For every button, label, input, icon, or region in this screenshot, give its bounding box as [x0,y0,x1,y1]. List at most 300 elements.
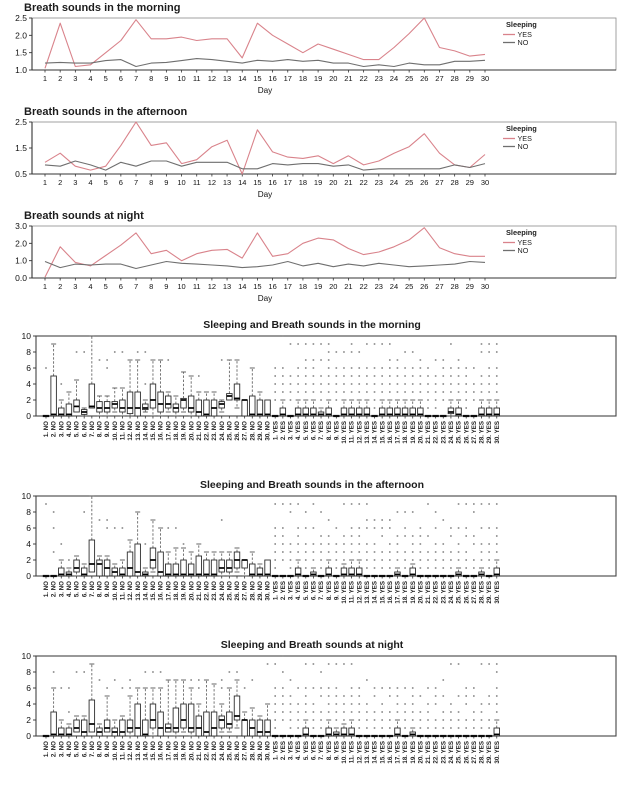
x-category-label: 14. YES [371,581,379,604]
outlier-dot [320,399,322,401]
outlier-dot [496,343,498,345]
x-category-label: 19. NO [180,581,188,601]
outlier-dot [297,543,299,545]
outlier-dot [481,719,483,721]
series-line-no [45,161,485,170]
iqr-box [196,716,202,736]
box-whisker [410,687,416,736]
flat-median [471,415,477,417]
outlier-dot [129,679,131,681]
outlier-dot [358,551,360,553]
outlier-dot [305,567,307,569]
x-tick-label: 21 [344,74,353,83]
x-tick-label: 21 [344,282,353,291]
outlier-dot [328,343,330,345]
outlier-dot [412,383,414,385]
iqr-box [181,704,187,728]
outlier-dot [389,391,391,393]
outlier-dot [420,383,422,385]
box-whisker [455,663,461,737]
outlier-dot [313,367,315,369]
outlier-dot [435,375,437,377]
outlier-dot [427,535,429,537]
outlier-dot [183,543,185,545]
x-tick-label: 23 [374,74,383,83]
flat-median [287,415,293,417]
y-tick-label: 4 [26,699,31,709]
flat-median [425,415,431,417]
x-category-label: 4. YES [295,581,303,601]
outlier-dot [320,511,322,513]
outlier-dot [488,719,490,721]
outlier-dot [343,535,345,537]
box-whisker [143,543,149,576]
outlier-dot [496,391,498,393]
box-whisker [432,359,438,417]
outlier-dot [389,551,391,553]
box-whisker [43,367,49,417]
outlier-dot [442,367,444,369]
outlier-dot [442,543,444,545]
outlier-dot [458,375,460,377]
x-category-label: 15. YES [379,581,387,604]
outlier-dot [282,375,284,377]
x-tick-label: 19 [313,74,323,83]
outlier-dot [450,663,452,665]
x-category-label: 24. NO [218,581,226,601]
flat-median [425,575,431,577]
outlier-dot [358,375,360,377]
x-category-label: 7. NO [88,581,96,598]
outlier-dot [114,527,116,529]
outlier-dot [336,367,338,369]
outlier-dot [397,687,399,689]
line-plot-breath-night [0,223,624,311]
outlier-dot [351,367,353,369]
outlier-dot [290,567,292,569]
x-category-label: 29. YES [486,421,494,444]
x-tick-label: 4 [88,282,93,291]
outlier-dot [305,527,307,529]
outlier-dot [290,375,292,377]
box-whisker [265,400,271,416]
outlier-dot [404,391,406,393]
outlier-dot [282,695,284,697]
outlier-dot [320,695,322,697]
y-tick-label: 8 [26,507,31,517]
outlier-dot [427,551,429,553]
outlier-dot [374,375,376,377]
outlier-dot [427,567,429,569]
outlier-dot [450,719,452,721]
chart-title-box-afternoon: Sleeping and Breath sounds in the afternoon [199,479,425,491]
x-category-label: 3. YES [287,581,295,601]
outlier-dot [374,399,376,401]
outlier-dot [435,383,437,385]
outlier-dot [397,375,399,377]
iqr-box [158,392,164,412]
outlier-dot [481,711,483,713]
x-tick-label: 4 [88,178,93,187]
x-tick-label: 29 [465,74,474,83]
outlier-dot [336,543,338,545]
outlier-dot [343,695,345,697]
outlier-dot [420,391,422,393]
outlier-dot [198,687,200,689]
legend-label-no: NO [517,38,529,48]
outlier-dot [68,687,70,689]
outlier-dot [488,727,490,729]
box-whisker [66,392,72,416]
outlier-dot [481,391,483,393]
outlier-dot [481,543,483,545]
outlier-dot [412,375,414,377]
x-category-label: 1. YES [272,421,280,441]
outlier-dot [404,567,406,569]
outlier-dot [442,711,444,713]
outlier-dot [328,535,330,537]
outlier-dot [435,719,437,721]
y-tick-label: 1.0 [15,65,27,75]
x-category-label: 15. NO [150,581,158,601]
outlier-dot [358,527,360,529]
x-category-label: 8. YES [325,581,333,601]
flat-median [463,735,469,737]
outlier-dot [83,671,85,673]
box-whisker [456,359,462,416]
outlier-dot [465,695,467,697]
box-whisker [135,688,141,736]
x-tick-label: 18 [298,74,308,83]
x-tick-label: 22 [359,74,368,83]
outlier-dot [473,535,475,537]
box-whisker [204,392,210,416]
x-category-label: 19. YES [409,421,417,444]
outlier-dot [366,375,368,377]
x-category-label: 5. NO [73,421,81,438]
outlier-dot [290,391,292,393]
outlier-dot [435,551,437,553]
outlier-dot [473,711,475,713]
x-category-label: 20. YES [417,421,425,444]
outlier-dot [336,559,338,561]
box-whisker [165,359,171,412]
outlier-dot [488,391,490,393]
box-whisker [97,519,103,576]
outlier-dot [420,543,422,545]
outlier-dot [481,727,483,729]
flat-median [379,575,385,577]
x-category-label: 11. YES [348,581,356,604]
flat-median [417,735,423,737]
outlier-dot [320,343,322,345]
box-whisker [379,343,385,416]
x-category-label: 29. YES [486,741,494,764]
outlier-dot [313,343,315,345]
outlier-dot [366,503,368,505]
x-category-label: 17. NO [165,741,173,761]
outlier-dot [404,351,406,353]
iqr-box [89,540,95,572]
outlier-dot [336,567,338,569]
outlier-dot [313,559,315,561]
x-category-label: 28. NO [249,421,257,441]
box-whisker [265,663,271,736]
box-whisker [272,663,278,737]
box-whisker [410,511,416,576]
x-tick-label: 1 [42,74,48,83]
outlier-dot [274,375,276,377]
x-category-label: 22. YES [432,581,440,604]
outlier-dot [297,703,299,705]
x-category-label: 17. NO [165,581,173,601]
x-tick-label: 30 [480,282,490,291]
outlier-dot [435,559,437,561]
outlier-dot [358,719,360,721]
x-category-label: 23. NO [211,421,219,441]
outlier-dot [53,511,55,513]
x-category-label: 12. YES [356,421,364,444]
box-whisker [478,663,484,737]
x-category-label: 19. NO [180,421,188,441]
x-category-label: 29. NO [257,741,264,761]
x-category-label: 5. NO [73,741,81,758]
box-whisker [303,511,309,577]
outlier-dot [473,543,475,545]
iqr-box [242,560,248,568]
outlier-dot [465,391,467,393]
outlier-dot [236,671,238,673]
x-category-label: 21. NO [195,741,203,761]
outlier-dot [420,527,422,529]
outlier-dot [366,567,368,569]
y-tick-label: 2.5 [15,15,27,23]
x-tick-label: 20 [329,282,338,291]
outlier-dot [412,351,414,353]
box-whisker [219,359,225,412]
x-tick-label: 6 [118,282,123,291]
outlier-dot [274,559,276,561]
outlier-dot [389,559,391,561]
x-category-label: 10. YES [341,741,349,764]
outlier-dot [465,727,467,729]
flat-median [50,575,56,577]
box-whisker [379,519,385,577]
plot-frame [36,496,616,576]
x-category-label: 30. NO [264,741,272,761]
box-whisker [43,503,49,577]
outlier-dot [274,695,276,697]
box-whisker [188,679,194,736]
box-whisker [242,687,248,736]
flat-median [43,575,49,577]
y-tick-label: 4 [26,539,31,549]
flat-median [272,735,278,737]
outlier-dot [313,711,315,713]
box-whisker [425,367,431,417]
x-category-label: 6. YES [310,741,318,761]
x-tick-label: 8 [149,74,154,83]
flat-median [43,415,49,417]
outlier-dot [488,663,490,665]
outlier-dot [290,503,292,505]
outlier-dot [420,551,422,553]
box-whisker [158,671,164,736]
outlier-dot [381,559,383,561]
box-whisker [395,687,401,736]
x-category-label: 18. NO [173,741,180,761]
box-whisker [196,544,202,576]
y-tick-label: 6 [26,523,31,533]
box-whisker [165,527,171,576]
outlier-dot [145,671,147,673]
box-whisker [280,655,286,737]
x-tick-label: 9 [164,282,169,291]
outlier-dot [488,375,490,377]
box-whisker [364,679,370,737]
x-category-label: 26. NO [234,421,242,441]
outlier-dot [488,527,490,529]
box-whisker [234,548,240,572]
legend [503,228,537,255]
box-whisker [127,360,133,416]
x-tick-label: 16 [268,74,277,83]
outlier-dot [389,719,391,721]
flat-median [455,735,461,737]
x-category-label: 17. YES [394,741,402,764]
box-whisker [349,663,355,736]
box-whisker [173,396,179,416]
outlier-dot [328,375,330,377]
x-category-label: 4. NO [66,421,73,438]
outlier-dot [488,551,490,553]
box-whisker [310,663,316,737]
x-category-label: 18. YES [402,741,410,764]
box-whisker [227,552,233,576]
outlier-dot [358,503,360,505]
outlier-dot [389,687,391,689]
box-whisker [448,527,454,577]
outlier-dot [366,559,368,561]
x-category-label: 12. NO [127,421,135,441]
outlier-dot [160,671,162,673]
series-line-yes [45,228,485,277]
x-category-label: 11. NO [119,581,127,601]
outlier-dot [358,543,360,545]
x-tick-label: 3 [73,178,78,187]
x-tick-label: 12 [207,178,217,187]
outlier-dot [442,567,444,569]
outlier-dot [412,367,414,369]
outlier-dot [496,527,498,529]
x-tick-label: 20 [329,74,338,83]
outlier-dot [496,671,498,673]
outlier-dot [336,383,338,385]
outlier-dot [450,383,452,385]
box-whisker [486,503,492,577]
outlier-dot [305,551,307,553]
outlier-dot [313,663,315,665]
outlier-dot [328,551,330,553]
x-category-label: 27. NO [241,421,249,441]
outlier-dot [420,567,422,569]
x-category-label: 21. YES [425,581,433,604]
box-whisker [326,343,332,416]
outlier-dot [397,511,399,513]
iqr-box [135,392,141,416]
outlier-dot [328,687,330,689]
box-whisker [440,679,446,737]
x-tick-label: 7 [133,74,139,83]
x-category-label: 10. YES [341,421,349,444]
outlier-dot [305,711,307,713]
x-tick-label: 3 [73,74,78,83]
outlier-dot [450,551,452,553]
box-whisker [387,343,393,416]
outlier-dot [305,359,307,361]
box-whisker [471,503,477,577]
iqr-box [97,560,103,576]
outlier-dot [198,679,200,681]
x-category-label: 21. YES [425,741,433,764]
y-tick-label: 1.5 [15,143,27,153]
flat-median [371,575,377,577]
outlier-dot [404,719,406,721]
outlier-dot [412,511,414,513]
outlier-dot [389,567,391,569]
outlier-dot [313,527,315,529]
x-category-label: 20. YES [417,581,425,604]
x-tick-label: 10 [177,178,186,187]
chart-title-box-morning: Sleeping and Breath sounds in the morning [203,319,421,331]
x-axis-label: Day [257,190,273,199]
outlier-dot [374,719,376,721]
outlier-dot [274,367,276,369]
outlier-dot [465,703,467,705]
box-whisker [349,343,355,416]
box-whisker [120,687,126,736]
outlier-dot [458,559,460,561]
outlier-dot [481,343,483,345]
outlier-dot [76,351,78,353]
outlier-dot [320,687,322,689]
box-whisker [112,351,118,412]
x-category-label: 2. NO [50,741,58,758]
x-tick-label: 14 [238,282,247,291]
x-category-label: 14. YES [371,421,379,444]
x-category-label: 26. YES [463,421,471,444]
outlier-dot [435,543,437,545]
flat-median [463,575,469,577]
outlier-dot [420,559,422,561]
x-category-label: 13. NO [134,741,142,761]
box-whisker [303,663,309,736]
flat-median [387,735,393,737]
x-category-label: 2. YES [279,421,287,441]
x-category-label: 2. YES [279,581,287,601]
outlier-dot [145,543,147,545]
flat-median [478,735,484,737]
outlier-dot [274,703,276,705]
box-whisker [272,367,278,417]
box-whisker [51,344,57,416]
outlier-dot [366,727,368,729]
box-whisker [356,687,362,737]
outlier-dot [473,399,475,401]
y-tick-label: 0 [26,731,31,741]
outlier-dot [458,551,460,553]
outlier-dot [404,375,406,377]
